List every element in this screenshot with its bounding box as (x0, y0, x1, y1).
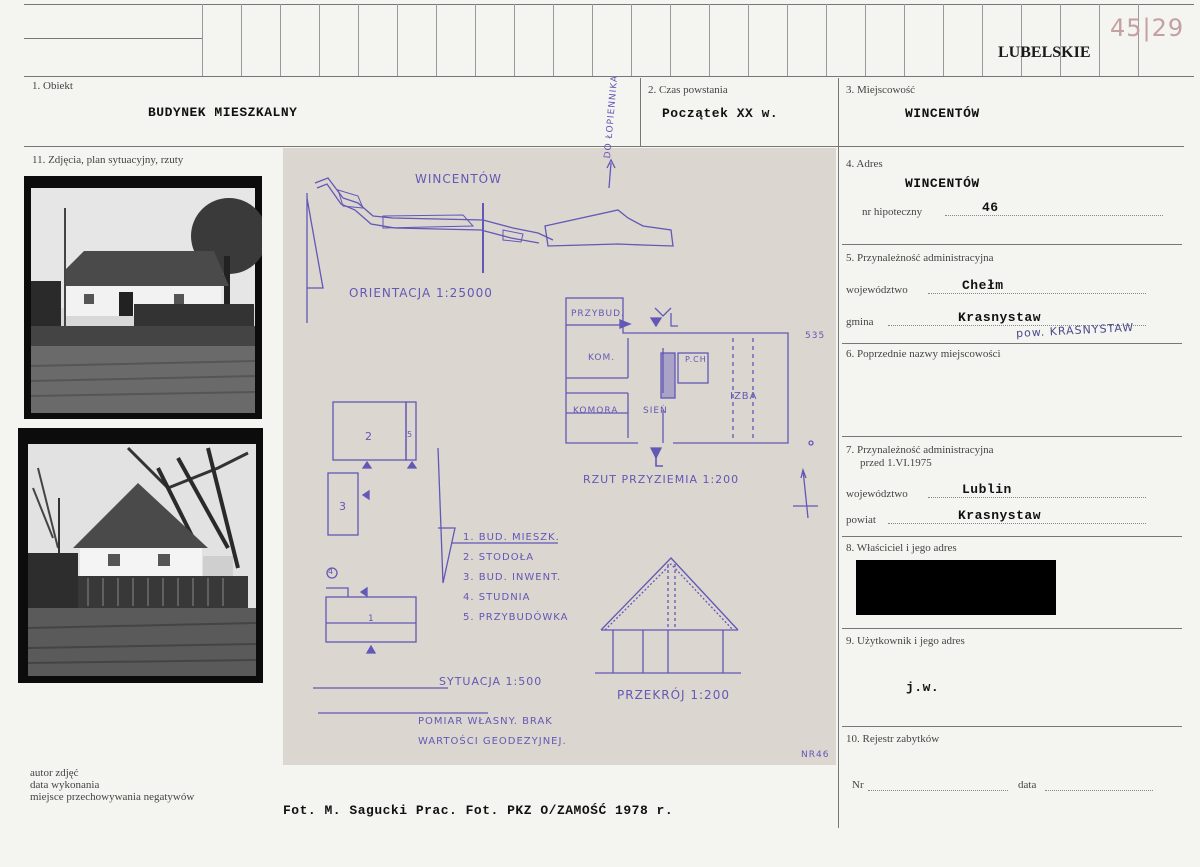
rejestr-data-label: data (1018, 779, 1037, 791)
hipoteczny-label: nr hipoteczny (862, 206, 923, 218)
card-number: 45|29 (1110, 14, 1185, 42)
przynaleznosc-przed-label: 7. Przynależność administracyjna (846, 444, 994, 456)
plan-orientation-label: ORIENTACJA 1:25000 (349, 286, 493, 300)
legend-1: 1. BUD. MIESZK. (463, 532, 560, 543)
room-sien: SIEŃ (643, 406, 668, 416)
obiekt-label: 1. Obiekt (32, 80, 73, 92)
rejestr-nr-label: Nr (852, 779, 864, 791)
section-title: PRZEKRÓJ 1:200 (617, 688, 730, 702)
data-wykonania-label: data wykonania (30, 779, 100, 791)
room-kom: KOM. (588, 353, 616, 363)
gmina-label: gmina (846, 316, 874, 328)
powiat-label: powiat (846, 514, 876, 526)
adres-value: WINCENTÓW (905, 176, 980, 191)
row5-line (842, 343, 1182, 344)
row8-line (842, 628, 1182, 629)
wojewodztwo-dots (928, 293, 1146, 294)
rejestr-label: 10. Rejestr zabytków (846, 733, 940, 745)
legend-5: 5. PRZYBUDÓWKA (463, 612, 569, 623)
uzytkownik-label: 9. Użytkownik i jego adres (846, 635, 965, 647)
plan-signature: NR46 (801, 750, 830, 760)
wojewodztwo-value: Chełm (962, 278, 1004, 293)
uzytkownik-value: j.w. (906, 680, 940, 695)
photo-credit: Fot. M. Sagucki Prac. Fot. PKZ O/ZAMOŚĆ 1978 r. (283, 803, 674, 818)
site-number-4: 4 (328, 567, 335, 576)
hipoteczny-dots (945, 215, 1163, 216)
room-przybud: PRZYBUD. (571, 309, 625, 319)
row6-line (842, 436, 1182, 437)
header-short-line (24, 38, 202, 39)
survey-note-1: POMIAR WŁASNY. BRAK (418, 716, 553, 727)
miejscowosc-label: 3. Miejscowość (846, 84, 916, 96)
legend-3: 3. BUD. INWENT. (463, 572, 562, 583)
wojewodztwo-label: województwo (846, 284, 908, 296)
right-column-divider (838, 78, 839, 828)
poprzednie-label: 6. Poprzednie nazwy miejscowości (846, 348, 1001, 360)
czas-label: 2. Czas powstania (648, 84, 728, 96)
site-number-5: 5 (407, 430, 414, 439)
wlasciciel-label: 8. Właściciel i jego adres (846, 542, 957, 554)
redacted-owner (856, 560, 1056, 615)
gmina-handwritten-note: pow. KRASNYSTAW (1015, 320, 1135, 341)
legend-2: 2. STODOŁA (463, 552, 535, 563)
room-ph: P.CH (685, 355, 707, 364)
row4-line (842, 244, 1182, 245)
powiat-dots (888, 523, 1146, 524)
region-stamp: LUBELSKIE (998, 44, 1091, 61)
zdjecia-label: 11. Zdjęcia, plan sytuacyjny, rzuty (32, 154, 184, 166)
miejscowosc-value: WINCENTÓW (905, 106, 980, 121)
wojewodztwo-przed-dots (928, 497, 1146, 498)
rejestr-nr-dots (868, 790, 1008, 791)
wojewodztwo-przed-label: województwo (846, 488, 908, 500)
row7-line (842, 536, 1182, 537)
plan-road-label: DO ŁOPIENNIKA (603, 74, 621, 159)
plan-dimension: 535 (805, 331, 826, 341)
hipoteczny-value: 46 (982, 200, 999, 215)
survey-note-2: WARTOŚCI GEODEZYJNEJ. (418, 736, 567, 747)
floor-plan-title: RZUT PRZYZIEMIA 1:200 (583, 473, 740, 486)
przynaleznosc-przed-date: przed 1.VI.1975 (860, 457, 932, 469)
divider (640, 78, 641, 146)
legend-4: 4. STUDNIA (463, 592, 531, 603)
header-bottom-line (24, 76, 1194, 77)
site-number-1: 1 (368, 614, 375, 624)
plan-drawing (283, 148, 836, 765)
wojewodztwo-przed-value: Lublin (962, 482, 1012, 497)
plan-village-label: WINCENTÓW (415, 172, 502, 186)
room-izba: IZBA (730, 391, 758, 402)
rejestr-data-dots (1045, 790, 1153, 791)
photo-house-corner (18, 428, 263, 683)
powiat-value: Krasnystaw (958, 508, 1042, 523)
photo-house-front (24, 176, 262, 419)
site-number-2: 2 (365, 430, 373, 443)
room-komora: KOMORA (573, 406, 619, 416)
gmina-value: Krasnystaw (958, 310, 1042, 325)
miejsce-label: miejsce przechowywania negatywów (30, 791, 195, 803)
czas-value: Początek XX w. (662, 106, 779, 121)
site-number-3: 3 (339, 500, 347, 513)
obiekt-value: BUDYNEK MIESZKALNY (148, 105, 298, 120)
row9-line (842, 726, 1182, 727)
przynaleznosc-label: 5. Przynależność administracyjna (846, 252, 994, 264)
site-plan-title: SYTUACJA 1:500 (439, 675, 543, 688)
adres-label: 4. Adres (846, 158, 883, 170)
autor-label: autor zdjęć (30, 767, 79, 779)
header-top-line (24, 4, 1194, 5)
